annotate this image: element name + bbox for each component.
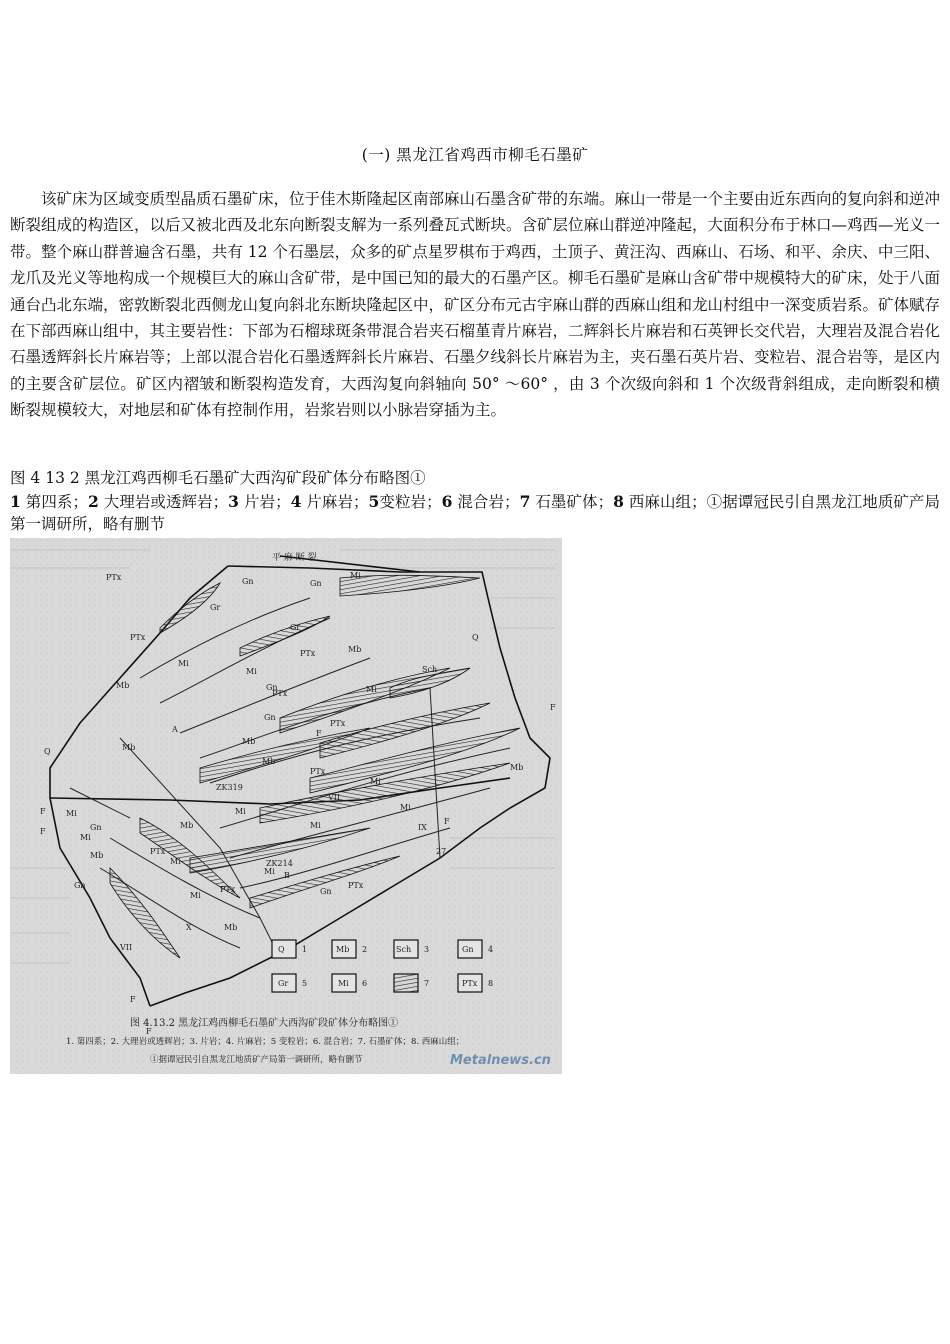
legend-text: 片岩；: [238, 493, 291, 511]
map-label: PTx: [150, 847, 166, 856]
map-label: Mi: [246, 667, 257, 676]
map-mark: A: [172, 725, 178, 734]
map-label: Mi: [80, 833, 91, 842]
map-mark: ZK214: [266, 859, 293, 868]
map-label: Mb: [224, 923, 238, 932]
map-label: Mb: [348, 645, 362, 654]
geologic-map-drawing: [10, 538, 562, 1074]
legend-text: 混合岩；: [452, 493, 520, 511]
map-label: Mi: [235, 807, 246, 816]
map-label: PTx: [300, 649, 316, 658]
map-label: PTx: [220, 885, 236, 894]
map-label: Mb: [242, 737, 256, 746]
map-label: Mi: [366, 685, 377, 694]
map-label: Mi: [310, 821, 321, 830]
legend-number: 8: [488, 979, 494, 988]
map-label: Mb: [262, 757, 276, 766]
map-label: Gn: [266, 683, 278, 692]
map-label: Mb: [510, 763, 524, 772]
map-label: PTx: [272, 689, 288, 698]
scan-source: ①据谭冠民引自黑龙江地质矿产局第一调研所，略有删节: [150, 1055, 363, 1065]
map-label: Gn: [264, 713, 276, 722]
map-mark: ZK319: [216, 783, 243, 792]
figure-title: 黑龙江鸡西柳毛石墨矿大西沟矿段矿体分布略图①: [79, 469, 426, 487]
map-label: Gr: [210, 603, 221, 612]
legend-num: 7: [519, 492, 531, 511]
legend-num: 3: [228, 492, 239, 511]
map-mark: IX: [418, 823, 427, 832]
scan-caption: 图 4.13.2 黑龙江鸡西柳毛石墨矿大西沟矿段矿体分布略图①: [130, 1018, 399, 1029]
map-label: Gr: [290, 623, 301, 632]
legend-number: 4: [488, 945, 494, 954]
legend-num: 2: [87, 492, 99, 511]
map-label: Mi: [370, 777, 381, 786]
legend-num: 6: [441, 492, 453, 511]
legend-number: 2: [362, 945, 368, 954]
legend-text: 大理岩或透辉岩；: [98, 493, 229, 511]
legend-number: 3: [424, 945, 430, 954]
map-label: Mi: [190, 891, 201, 900]
map-label: PTx: [106, 573, 122, 582]
map-label: Mi: [264, 867, 275, 876]
legend-number: 5: [302, 979, 308, 988]
map-mark: F: [146, 1027, 152, 1036]
map-label: Gn: [90, 823, 102, 832]
map-label: Mi: [178, 659, 189, 668]
map-mark: VII: [328, 793, 341, 802]
map-label: Mb: [122, 743, 136, 752]
legend-num: 5: [368, 492, 380, 511]
legend-text: 第四系；: [20, 493, 88, 511]
map-label: Q: [44, 747, 51, 756]
fault-label: 平 麻 断 裂: [272, 553, 317, 563]
map-mark: F: [550, 703, 556, 712]
map-label: Gn: [320, 887, 332, 896]
map-label: Mi: [400, 803, 411, 812]
map-label: Mi: [350, 571, 361, 580]
legend-code: PTx: [462, 979, 478, 988]
map-label: PTx: [348, 881, 364, 890]
legend-number: 6: [362, 979, 368, 988]
map-label: Mi: [170, 857, 181, 866]
map-mark: F: [40, 807, 46, 816]
legend-number: 1: [302, 945, 308, 954]
document-title: (一) 黑龙江省鸡西市柳毛石墨矿: [361, 146, 589, 164]
map-mark: F: [444, 817, 450, 826]
map-label: PTx: [310, 767, 326, 776]
map-mark: F: [40, 827, 46, 836]
legend-text: 石墨矿体；: [530, 493, 614, 511]
figure-legend-text: [10, 491, 940, 535]
map-label: Mi: [66, 809, 77, 818]
map-mark: VII: [120, 943, 133, 952]
map-label: Gn: [310, 579, 322, 588]
legend-text: 片麻岩；: [301, 493, 369, 511]
map-label: Sch: [422, 665, 438, 674]
legend-num: 1: [10, 492, 21, 511]
legend-code: Q: [278, 945, 285, 954]
map-label: Gn: [242, 577, 254, 586]
legend-text: 西麻山组；①据谭冠民引自黑龙江地质矿产局第一调研所，略有删节: [10, 493, 940, 533]
legend-num: 4: [290, 492, 302, 511]
map-label: Mb: [180, 821, 194, 830]
legend-text: 变粒岩；: [379, 493, 442, 511]
legend-code: Mi: [338, 979, 349, 988]
legend-code: Mb: [336, 945, 350, 954]
map-mark: B: [284, 871, 290, 880]
map-label: Gn: [74, 881, 86, 890]
map-label: PTx: [330, 719, 346, 728]
body-paragraph: 该矿床为区域变质型晶质石墨矿床，位于佳木斯隆起区南部麻山石墨含矿带的东端。麻山一带是一个主要由近东西向的复向斜和逆冲断裂组成的构造区，以后又被北西及北东向断裂支解为一系列叠瓦式断块。含矿层位麻山群逆冲隆起，大面积分布于林口—鸡西—光义一带。整个麻山群普遍含石墨，共有 12 个石墨层，众多的矿点星罗棋布于鸡西，土顶子、黄汪沟、西麻山、石场、和平、余庆、中三阳、龙爪及光义等地构成一个规模巨大的麻山含矿带，是中国已知的最大的石墨产区。柳毛石墨矿是麻山含矿带中规模特大的矿床，处于八面通台凸北东端，密敦断裂北西侧龙山复向斜北东断块隆起区中，矿区分布元古宇麻山群的西麻山组和龙山村组中一深变质岩系。矿体赋存在下部西麻山组中，其主要岩性：下部为石榴球斑条带混合岩夹石榴堇青片麻岩，二辉斜长片麻岩和石英钾长交代岩，大理岩及混合岩化石墨透辉斜长片麻岩等；上部以混合岩化石墨透辉斜长片麻岩、石墨夕线斜长片麻岩为主，夹石墨石英片岩、变粒岩、混合岩等，是区内的主要含矿层位。矿区内褶皱和断裂构造发育，大西沟复向斜轴向 50° ～60° ，由 3 个次级向斜和 1 个次级背斜组成，走向断裂和横断裂规模较大，对地层和矿体有控制作用，岩浆岩则以小脉岩穿插为主。: [10, 190, 941, 420]
map-mark: 27: [436, 847, 447, 856]
legend-code: Gr: [278, 979, 289, 988]
scanned-geologic-map: [10, 538, 562, 1074]
map-mark: F: [316, 729, 322, 738]
figure-number: 图 4 13 2: [10, 469, 80, 487]
watermark-logo: Metalnews.cn: [450, 1053, 551, 1068]
map-label: Q: [472, 633, 479, 642]
legend-number: 7: [424, 979, 430, 988]
legend-code: Gn: [462, 945, 474, 954]
map-mark: X: [186, 923, 192, 932]
map-label: PTx: [130, 633, 146, 642]
legend-code: Sch: [396, 945, 412, 954]
legend-num: 8: [613, 492, 624, 511]
map-mark: F: [130, 995, 136, 1004]
scan-legend: 1. 第四系；2. 大理岩或透辉岩；3. 片岩；4. 片麻岩；5 变粒岩；6. 混合岩；7. 石墨矿体；8. 西麻山组；: [66, 1037, 465, 1047]
figure-caption: [10, 467, 940, 489]
map-label: Mb: [90, 851, 104, 860]
map-label: Mb: [116, 681, 130, 690]
